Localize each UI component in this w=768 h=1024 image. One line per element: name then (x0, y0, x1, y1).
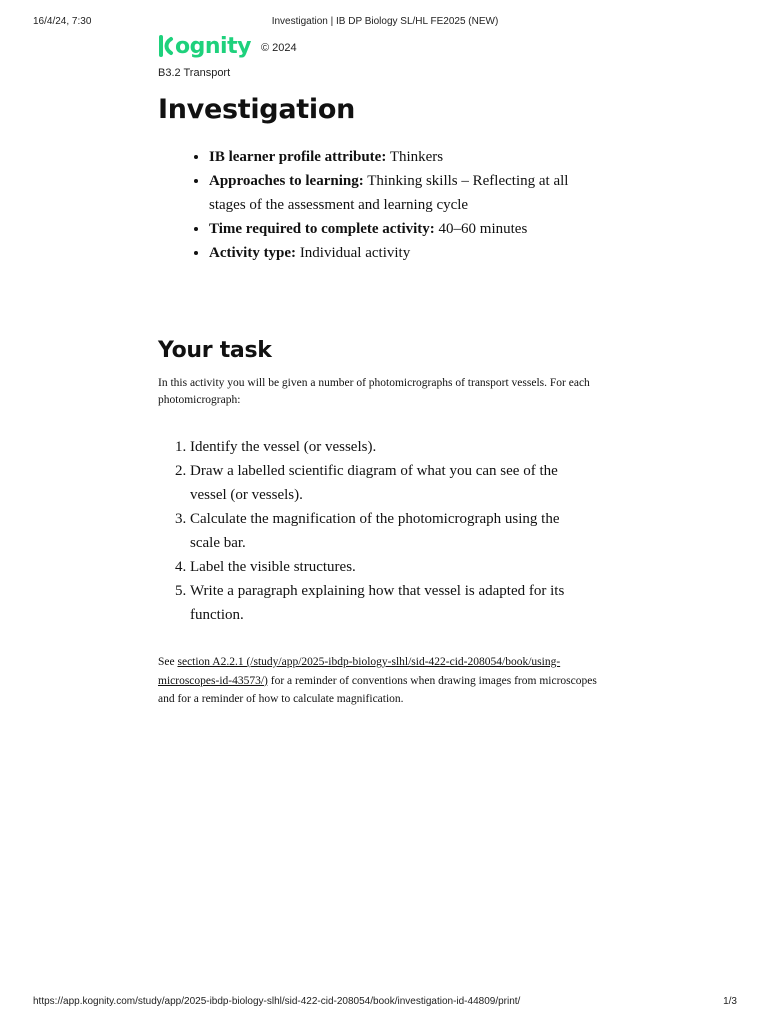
task-intro: In this activity you will be given a number of photomicrographs of transport vessels. For each photomicrograph: (158, 377, 590, 406)
task-step: 4. Label the visible structures. (190, 555, 590, 579)
task-step: 3. Calculate the magnification of the photomicrograph using the scale bar. (190, 507, 590, 555)
breadcrumb: B3.2 Transport (158, 67, 231, 79)
meta-value: Thinking skills – Reflecting at all stages of the assessment and learning cycle (209, 173, 569, 213)
see-prefix: See (158, 656, 178, 668)
meta-label: IB learner profile attribute: (209, 149, 387, 165)
print-url: https://app.kognity.com/study/app/2025-ibdp-biology-slhl/sid-422-cid-208054/book/investigation-id-44809/print/ (33, 996, 521, 1007)
meta-approaches (209, 169, 589, 217)
section-a221-link[interactable]: section A2.2.1 (/study/app/2025-ibdp-biology-slhl/sid-422-cid-208054/book/using-microscopes-id-43573/) (158, 656, 561, 687)
task-step: 5. Write a paragraph explaining how that vessel is adapted for its function. (190, 579, 590, 627)
meta-time-required (209, 217, 589, 241)
print-footer (33, 996, 737, 1010)
kognity-logo (158, 34, 251, 59)
meta-value: Individual activity (299, 245, 411, 261)
page-title: Investigation (158, 94, 355, 125)
task-step: 1. Identify the vessel (or vessels). (190, 435, 590, 459)
print-header (33, 16, 737, 30)
meta-label: Approaches to learning: (209, 173, 364, 189)
page-content (158, 30, 608, 709)
see-suffix: for a reminder of conventions when drawing images from microscopes and for a reminder of how to calculate magnification. (158, 674, 597, 705)
task-section-title: Your task (158, 338, 272, 363)
brand-row (158, 30, 608, 62)
copyright: © 2024 (260, 41, 297, 54)
print-document-title: Investigation | IB DP Biology SL/HL FE2025 (NEW) (271, 16, 499, 27)
meta-activity-type (209, 241, 589, 265)
task-step: 2. Draw a labelled scientific diagram of what you can see of the vessel (or vessels). (190, 459, 590, 507)
logo-text: ognity (175, 33, 251, 59)
activity-meta-list (158, 145, 589, 265)
meta-learner-profile (209, 145, 589, 169)
meta-label: Activity type: (209, 245, 297, 261)
print-date: 16/4/24, 7:30 (33, 16, 92, 27)
see-reference-note (158, 653, 608, 709)
kognity-mark-icon (158, 35, 174, 57)
task-steps-list (158, 435, 590, 627)
meta-label: Time required to complete activity: (209, 221, 435, 237)
page-number: 1/3 (723, 996, 737, 1007)
meta-value: Thinkers (389, 149, 444, 165)
meta-value: 40–60 minutes (438, 221, 528, 237)
